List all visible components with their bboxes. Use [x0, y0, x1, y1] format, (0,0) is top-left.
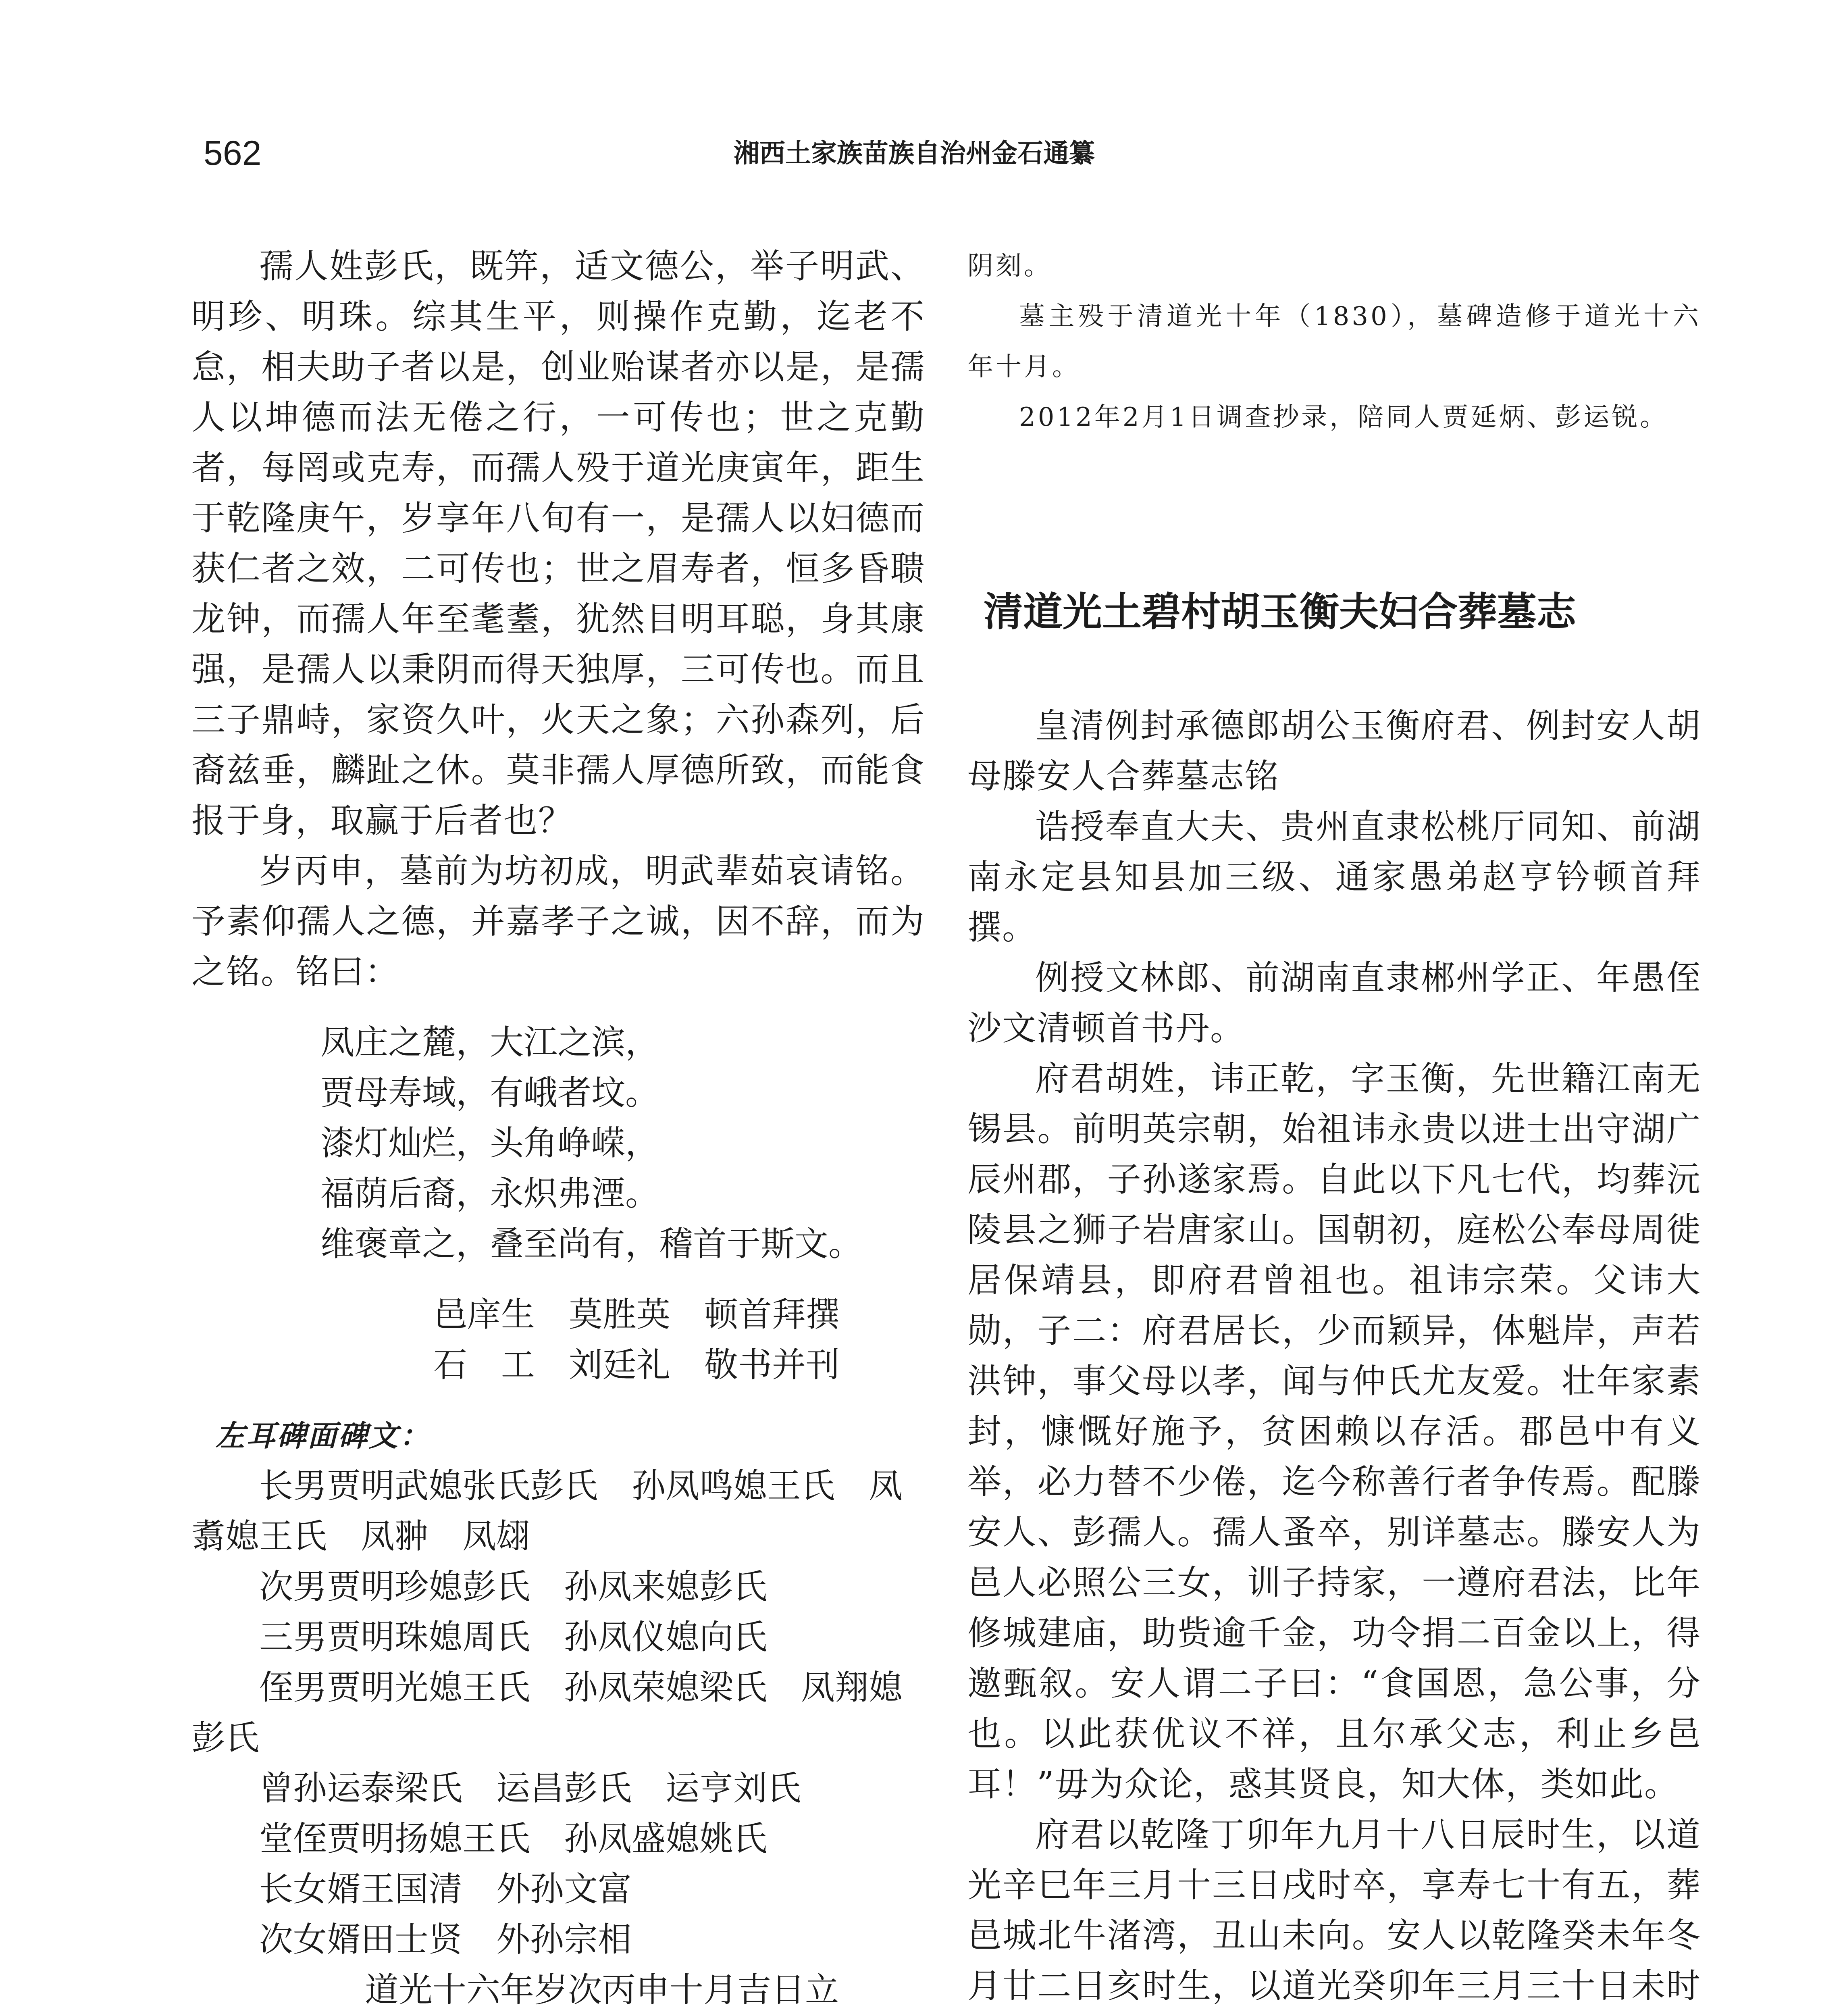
names-line: 长男贾明武媳张氏彭氏 孙凤鸣媳王氏 凤翥媳王氏 凤翀 凤翃	[191, 1466, 903, 1556]
epitaph-paragraph: 府君胡姓，讳正乾，字玉衡，先世籍江南无锡县。前明英宗朝，始祖讳永贵以进士出守湖广辰州郡，子孙遂家焉。自此以下凡七代，均葬沅陵县之狮子岩唐家山。国朝初，庭松公奉母周徙居保靖县，即府君曾祖也。祖讳宗荣。父讳大勋，子二：府君居长，少而颖异，体魁岸，声若洪钟，事父母以孝，闻与仲氏尤友爱。壮年家素封，慷慨好施予，贫困赖以存活。郡邑中有义举，必力替不少倦，迄今称善行者争传焉。配滕安人、彭孺人。孺人蚤卒，别详墓志。滕安人为邑人必照公三女，训子持家，一遵府君法，比年修城建庙，助赀逾千金，功令捐二百金以上，得邀甄叙。安人谓二子曰：“食国恩，急公事，分也。以此获优议不祥，且尔承父志，利止乡邑耳！”毋为众论，惑其贤良，知大体，类如此。	[967, 1059, 1701, 1804]
signature-line: 邑庠生 莫胜英 顿首拜撰	[433, 1295, 840, 1334]
verse-line: 凤庄之麓，大江之滨，	[320, 1023, 659, 1062]
epitaph-paragraph: 孺人姓彭氏，既笄，适文德公，举子明武、明珍、明珠。综其生平，则操作克勤，迄老不怠，相夫助子者以是，创业贻谋者亦以是，是孺人以坤德而法无倦之行，一可传也；世之克勤者，每罔或克寿，而孺人殁于道光庚寅年，距生于乾隆庚午，岁享年八旬有一，是孺人以妇德而获仁者之效，二可传也；世之眉寿者，恒多昏聩龙钟，而孺人年至耄耋，犹然目明耳聪，身其康强，是孺人以秉阴而得天独厚，三可传也。而且三子鼎峙，家资久叶，火天之象；六孙森列，后裔兹垂，麟趾之休。莫非孺人厚德所致，而能食报于身，取赢于后者也？	[191, 246, 925, 840]
note-continuation: 阴刻。	[967, 251, 1052, 281]
section-title: 清道光土碧村胡玉衡夫妇合葬墓志	[984, 589, 1577, 635]
note-paragraph: 2012年2月1日调查抄录，陪同人贾延炳、彭运锐。	[1019, 402, 1668, 432]
signature-line: 石 工 刘廷礼 敬书并刊	[433, 1345, 840, 1385]
running-title: 湘西土家族苗族自治州金石通纂	[734, 139, 1095, 169]
names-line: 次男贾明珍媳彭氏 孙凤来媳彭氏	[259, 1567, 768, 1606]
epitaph-paragraph: 府君以乾隆丁卯年九月十八日辰时生，以道光辛巳年三月十三日戌时卒，享寿七十有五，葬邑城北牛渚湾，丑山未向。安人以乾隆癸未年冬月廿二日亥时生，以道光癸卯年三月三十日未时	[967, 1815, 1701, 2006]
names-line: 长女婿王国清 外孙文富	[259, 1869, 632, 1909]
verse-line: 维褒章之，叠至尚有，稽首于斯文。	[320, 1224, 863, 1264]
erection-date: 道光十六年岁次丙申十月吉日立	[365, 1970, 839, 2010]
verse-line: 漆灯灿烂，头角峥嵘，	[320, 1123, 659, 1163]
verse-line: 贾母寿域，有峨者坟。	[320, 1073, 659, 1112]
ear-stele-heading: 左耳碑面碑文：	[216, 1418, 431, 1453]
names-line: 次女婿田士贤 外孙宗相	[259, 1920, 632, 1959]
epitaph-paragraph: 岁丙申，墓前为坊初成，明武辈茹哀请铭。予素仰孺人之德，并嘉孝子之诚，因不辞，而为之铭。铭曰：	[191, 851, 925, 991]
right-column	[967, 241, 1701, 2016]
note-paragraph: 墓主殁于清道光十年（1830），墓碑造修于道光十六年十月。	[967, 302, 1701, 382]
verse-line: 福荫后裔，永炽弗湮。	[320, 1174, 659, 1213]
left-column	[191, 241, 925, 2016]
names-line: 侄男贾明光媳王氏 孙凤荣媳梁氏 凤翔媳彭氏	[191, 1668, 903, 1758]
epitaph-paragraph: 诰授奉直大夫、贵州直隶松桃厅同知、前湖南永定县知县加三级、通家愚弟赵亨钤顿首拜撰。	[967, 807, 1701, 947]
epitaph-paragraph: 皇清例封承德郎胡公玉衡府君、例封安人胡母滕安人合葬墓志铭	[967, 706, 1701, 796]
names-line: 堂侄贾明扬媳王氏 孙凤盛媳姚氏	[259, 1819, 768, 1858]
page-number: 562	[204, 134, 262, 173]
names-line: 三男贾明珠媳周氏 孙凤仪媳向氏	[259, 1617, 768, 1657]
epitaph-paragraph: 例授文林郎、前湖南直隶郴州学正、年愚侄沙文清顿首书丹。	[967, 958, 1701, 1048]
names-line: 曾孙运泰梁氏 运昌彭氏 运亨刘氏	[259, 1768, 801, 1808]
